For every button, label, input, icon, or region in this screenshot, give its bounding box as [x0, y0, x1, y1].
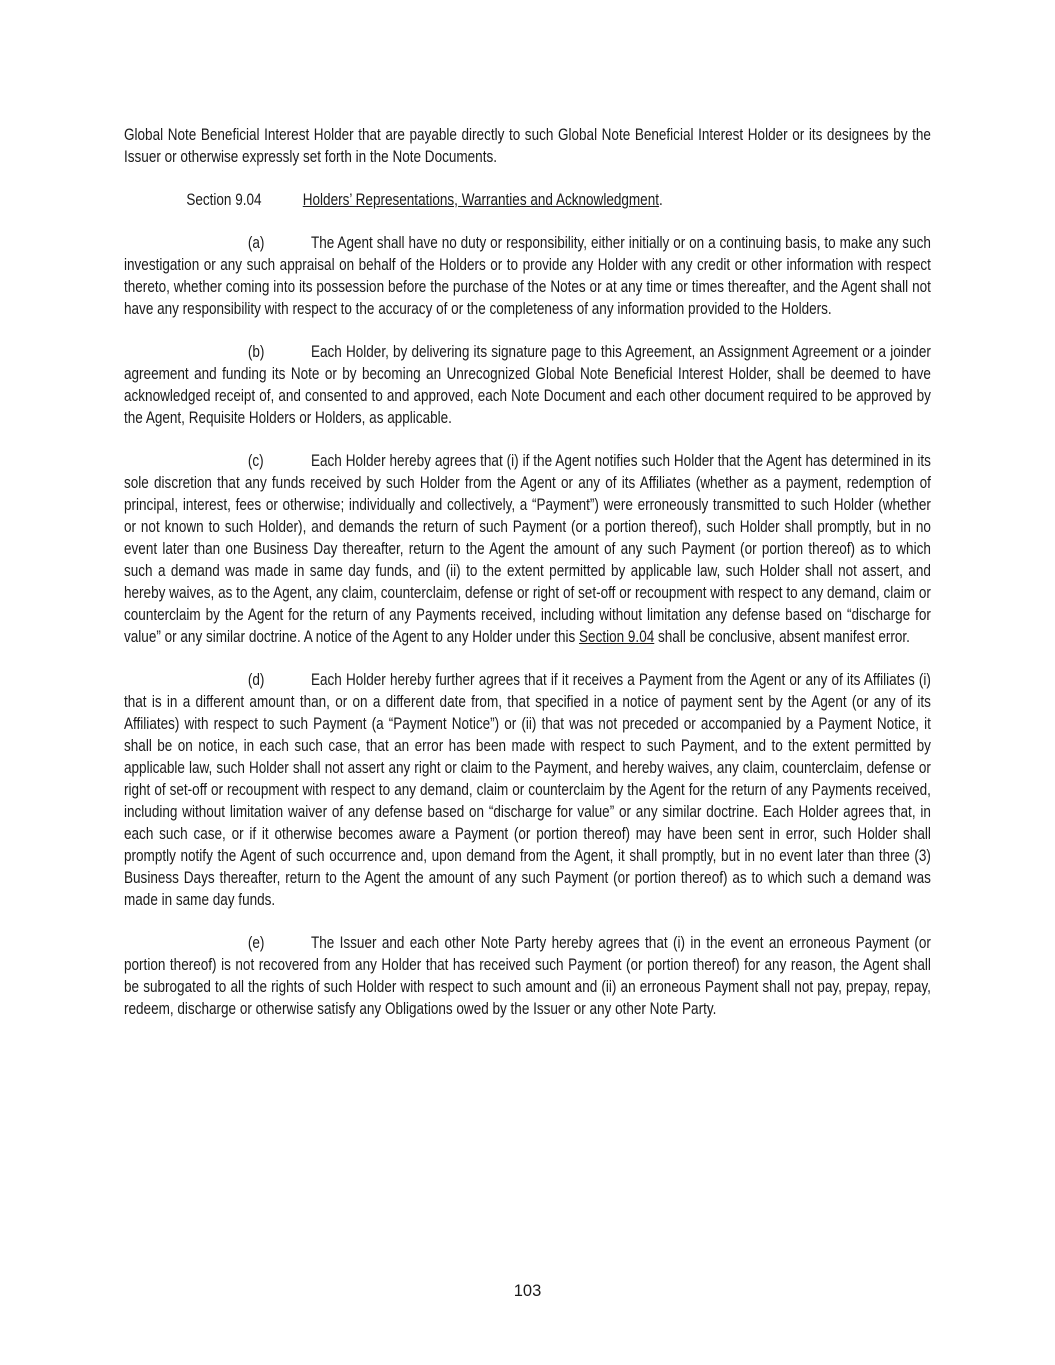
section-heading: Section 9.04 Holders’ Representations, Warranties and Acknowledgment.	[186, 191, 663, 209]
paragraph-b: (b) Each Holder, by delivering its signature page to this Agreement, an Assignment Agreement or a joinder agreement and funding its Note or by becoming an Unrecognized Global Note Beneficial Interest Holder, shall be deemed to have acknowledged receipt of, and consented to and approved, each Note Document and each other document required to be approved by the Agent, Requisite Holders or Holders, as applicable.	[124, 343, 931, 427]
paragraph-d: (d) Each Holder hereby further agrees that if it receives a Payment from the Agent or any of its Affiliates (i) that is in a different amount than, or on a different date from, that specified in a notice of payment sent by the Agent (or any of its Affiliates) with respect to such Payment (a “Payment Notice”) or (ii) that was not preceded or accompanied by a Payment Notice, it shall be on notice, in each such case, that an error has been made with respect to such Payment, and to the extent permitted by applicable law, such Holder shall not assert any right or claim to the Payment, and hereby waives, any claim, counterclaim, defense or right of set-off or recoupment with respect to any demand, claim or counterclaim by the Agent for the return of any Payments received, including without limitation waiver of any defense based on “discharge for value” or any similar doctrine. Each Holder agrees that, in each such case, or if it otherwise becomes aware a Payment (or portion thereof) may have been sent in error, such Holder shall promptly notify the Agent of such occurrence and, upon demand from the Agent, it shall promptly, but in no event later than three (3) Business Days thereafter, return to the Agent the amount of any such Payment (or portion thereof) as to which such a demand was made in same day funds.	[124, 671, 931, 909]
page-number: 103	[513, 1282, 542, 1300]
section-number: Section 9.04	[186, 191, 262, 209]
paragraph-c: (c) Each Holder hereby agrees that (i) if the Agent notifies such Holder that the Agent has determined in its sole discretion that any funds received by such Holder from the Agent or any of its Affiliates (whether as a payment, redemption of principal, interest, fees or otherwise; individually and collectively, a “Payment”) were erroneously transmitted to such Holder (whether or not known to such Holder), and demands the return of such Payment (or a portion thereof), such Holder shall promptly, but in no event later than one Business Day thereafter, return to the Agent the amount of any such Payment (or portion thereof) as to which such a demand was made in same day funds, and (ii) to the extent permitted by applicable law, such Holder shall not assert, and hereby waives, as to the Agent, any claim, counterclaim, defense or right of set-off or recoupment with respect to any demand, claim or counterclaim by the Agent for the return of any Payments received, including without limitation any defense based on “discharge for value” or any similar doctrine. A notice of the Agent to any Holder under this Section 9.04 shall be conclusive, absent manifest error.	[124, 452, 931, 646]
paragraph-label: (c)	[247, 452, 264, 470]
paragraph-a: (a) The Agent shall have no duty or responsibility, either initially or on a continuing basis, to make any such investigation or any such appraisal on behalf of the Holders or to provide any Holder with any credit or other information with respect thereto, whether coming into its possession before the purchase of the Notes or at any time or times thereafter, and the Agent shall not have any responsibility with respect to the accuracy of or the completeness of any information provided to the Holders.	[124, 234, 931, 318]
paragraph-label: (d)	[247, 671, 265, 689]
paragraph-label: (a)	[247, 234, 265, 252]
paragraph-label: (b)	[247, 343, 265, 361]
document-page	[124, 124, 931, 1041]
section-reference: Section 9.04	[579, 628, 655, 646]
paragraph-label: (e)	[247, 934, 265, 952]
paragraph-e: (e) The Issuer and each other Note Party hereby agrees that (i) in the event an erroneous Payment (or portion thereof) is not recovered from any Holder that has received such Payment (or portion thereof) for any reason, the Agent shall be subrogated to all the rights of such Holder with respect to such amount and (ii) an erroneous Payment shall not pay, prepay, repay, redeem, discharge or otherwise satisfy any Obligations owed by the Issuer or any other Note Party.	[124, 934, 931, 1018]
intro-paragraph: Global Note Beneficial Interest Holder that are payable directly to such Global Note Beneficial Interest Holder or its designees by the Issuer or otherwise expressly set forth in the Note Documents.	[124, 126, 931, 166]
section-title: Holders’ Representations, Warranties and Acknowledgment	[302, 191, 659, 209]
